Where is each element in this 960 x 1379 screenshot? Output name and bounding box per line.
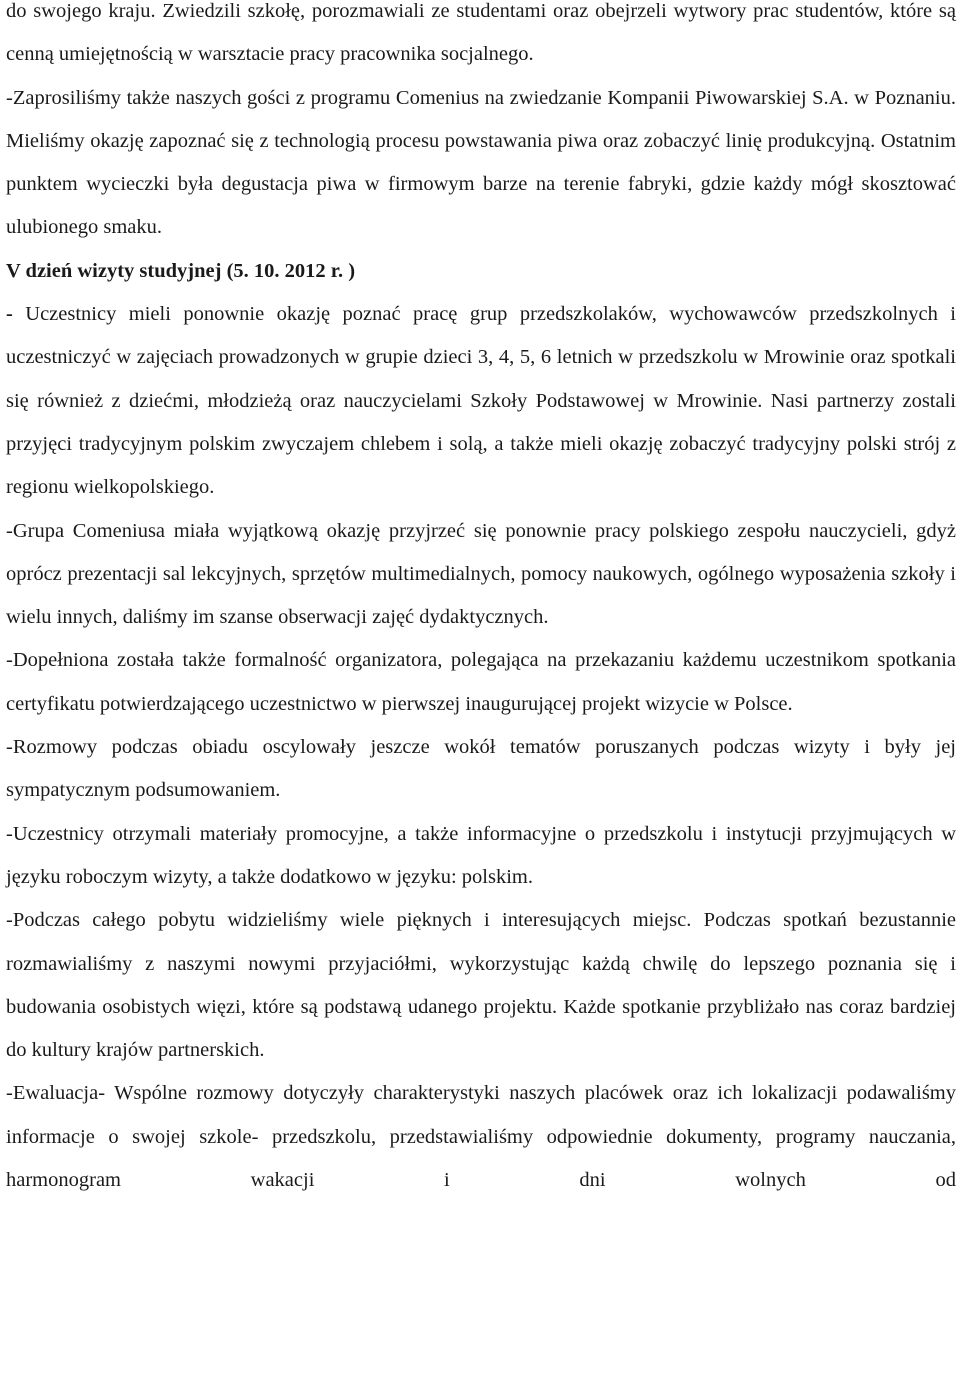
bullet-dash: - (6, 303, 13, 326)
section-heading-day-five: V dzień wizyty studyjnej (5. 10. 2012 r. ) (6, 259, 356, 282)
paragraph-promotional-materials: -Uczestnicy otrzymali materiały promocyjne, a także informacyjne o przedszkolu i instytucji przyjmujących w języku roboczym wizyty, a także dodatkowo w języku: polskim. (6, 822, 956, 888)
paragraph-kindergarten-visit (6, 293, 956, 509)
paragraph-certificates: -Dopełniona została także formalność organizatora, polegająca na przekazaniu każdemu uczestnikom spotkania certyfikatu potwierdzającego uczestnictwo w pierwszej inaugurującej projekt wizycie w Polsce. (6, 649, 956, 715)
document-page (6, 0, 956, 1202)
paragraph-kindergarten-text: Uczestnicy mieli ponownie okazję poznać pracę grup przedszkolaków, wychowawców przedszkolnych i uczestniczyć w zajęciach prowadzonych w grupie dzieci 3, 4, 5, 6 letnich w przedszkolu w Mrowinie oraz spotkali się również z dziećmi, młodzieżą oraz nauczycielami Szkoły Podstawowej w Mrowinie. Nasi partnerzy zostali przyjęci tradycyjnym polskim zwyczajem chlebem i solą, a także mieli okazję zobaczyć tradycyjny polski strój z regionu wielkopolskiego. (6, 303, 956, 499)
paragraph-school-visit: do swojego kraju. Zwiedzili szkołę, porozmawiali ze studentami oraz obejrzeli wytwory prac studentów, które są cenną umiejętnością w warsztacie pracy pracownika socjalnego. (6, 0, 956, 66)
paragraph-lunch-talks: -Rozmowy podczas obiadu oscylowały jeszcze wokół tematów poruszanych podczas wizyty i były jej sympatycznym podsumowaniem. (6, 736, 956, 802)
paragraph-comenius-group: -Grupa Comeniusa miała wyjątkową okazję przyjrzeć się ponownie pracy polskiego zespołu nauczycieli, gdyż oprócz prezentacji sal lekcyjnych, sprzętów multimedialnych, pomocy naukowych, ogólnego wyposażenia szkoły i wielu innych, daliśmy im szanse obserwacji zajęć dydaktycznych. (6, 519, 956, 629)
paragraph-sightseeing: -Podczas całego pobytu widzieliśmy wiele pięknych i interesujących miejsc. Podczas spotkań bezustannie rozmawialiśmy z naszymi nowymi przyjaciółmi, wykorzystując każdą chwilę do lepszego poznania się i budowania osobistych więzi, które są podstawą udanego projektu. Każde spotkanie przybliżało nas coraz bardziej do kultury krajów partnerskich. (6, 909, 956, 1062)
paragraph-evaluation: -Ewaluacja- Wspólne rozmowy dotyczyły charakterystyki naszych placówek oraz ich lokalizacji podawaliśmy informacje o swojej szkole- przedszkolu, przedstawialiśmy odpowiednie dokumenty, programy nauczania, harmonogram wakacji i dni wolnych od (6, 1082, 956, 1192)
paragraph-brewery-visit: -Zaprosiliśmy także naszych gości z programu Comenius na zwiedzanie Kompanii Piwowarskiej S.A. w Poznaniu. Mieliśmy okazję zapoznać się z technologią procesu powstawania piwa oraz zobaczyć linię produkcyjną. Ostatnim punktem wycieczki była degustacja piwa w firmowym barze na terenie fabryki, gdzie każdy mógł skosztować ulubionego smaku. (6, 86, 956, 239)
